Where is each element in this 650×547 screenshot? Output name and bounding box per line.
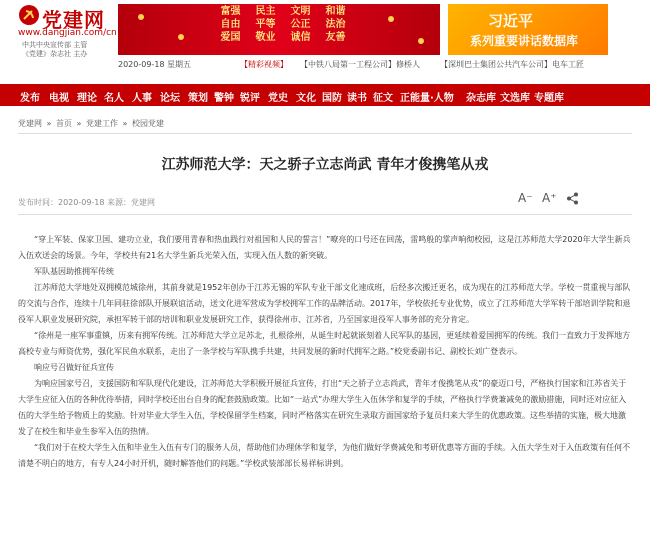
- decor-dot: [138, 14, 144, 20]
- ticker-link-1[interactable]: 【中铁八局第一工程公司】修桥人: [300, 60, 420, 69]
- current-date: 2020-09-18 星期五: [118, 60, 192, 69]
- core-value-word: 平等: [255, 19, 276, 30]
- divider: [18, 214, 632, 215]
- core-value-word: 敬业: [255, 32, 276, 43]
- site-header: [0, 0, 650, 58]
- article-paragraph: [18, 440, 632, 472]
- nav-item[interactable]: 名人: [104, 93, 124, 104]
- core-value-word: 爱国: [220, 32, 241, 43]
- logo-url: www.dangjian.com/cn: [18, 28, 117, 38]
- nav-item[interactable]: 党史: [268, 93, 288, 104]
- breadcrumb-link[interactable]: 党建工作: [86, 119, 118, 128]
- nav-item[interactable]: 杂志库: [466, 93, 496, 104]
- paragraph-text: 为响应国家号召，支援国防和军队现代化建设，江苏师范大学积极开展征兵宣传，打出“天之骄子立志尚武，青年才俊携笔从戎”的豪迈口号，严格执行国家和江苏省关于大学生应征入伍的各种优待举措，同时学校还出台自身的配套鼓励政策。比如“一站式”办理大学生入伍休学和复学的手续，严格执行学费兼减免的激励措施，同时还对应征入伍的大学生给予物质上的奖励。针对毕业大学生入伍，学校保留学生档案，同时严格落实在研究生录取方面国家给予复员归来大学生的优惠政策。这些举措的实施，极大地激发了在校生和毕业生参军入伍的热情。: [18, 379, 627, 436]
- article-paragraph: [18, 376, 632, 440]
- nav-item[interactable]: 电视: [49, 93, 69, 104]
- article-subheading: [18, 264, 632, 280]
- article-subheading: [18, 360, 632, 376]
- video-tag-link[interactable]: 【精彩视频】: [240, 60, 288, 69]
- paragraph-text: “徐州是一座军事重镇，历来有拥军传统。江苏师范大学立足苏北，扎根徐州，从诞生时起就嵌刻着人民军队的基因，更延续着爱国拥军的传统。我们一直致力于发挥地方高校专业与师资优势，强化军民鱼水联系，走出了一条学校与军队携手共建，共同发展的新时代拥军之路。”校党委副书记、副校长刘广登表示。: [18, 331, 631, 356]
- breadcrumb-separator: »: [46, 119, 52, 128]
- speech-database-banner[interactable]: [448, 4, 608, 55]
- party-emblem-icon: [18, 4, 40, 26]
- decor-dot: [178, 34, 184, 40]
- breadcrumb-link[interactable]: 校园党建: [132, 119, 164, 128]
- nav-item[interactable]: 人事: [132, 93, 152, 104]
- core-value-word: 和谐: [325, 6, 346, 17]
- logo-subtitle-2: 《党建》杂志社 主办: [22, 50, 88, 58]
- nav-item[interactable]: 征文: [373, 93, 393, 104]
- article-paragraph: [18, 232, 632, 264]
- nav-item[interactable]: 国防: [322, 93, 342, 104]
- core-value-word: 诚信: [290, 32, 311, 43]
- divider: [18, 133, 632, 134]
- speech-banner-title: 习近平: [488, 12, 534, 30]
- nav-item[interactable]: 发布: [20, 93, 40, 104]
- font-decrease-button[interactable]: A⁻: [518, 191, 533, 205]
- article-meta: 发布时间：2020-09-18 来源：党建网: [18, 198, 156, 207]
- breadcrumb-separator: »: [122, 119, 128, 128]
- decor-dot: [418, 38, 424, 44]
- paragraph-text: “我们对于在校大学生入伍和毕业生入伍有专门的服务人员，帮助他们办理休学和复学，为他们做好学费减免和考研优惠等方面的手续。入伍大学生对于入伍政策有任何不清楚不明白的地方，有专人24小时开机，随时解答他们的问题。”学校武装部部长易祥标讲到。: [18, 443, 631, 468]
- paragraph-text: “穿上军装、保家卫国、建功立业，我们要用青春和热血践行对祖国和人民的誓言！”嘹亮的口号还在回荡，雷鸣般的掌声响彻校园，这是江苏师范大学2020年大学生新兵入伍欢送会的场景。今年，学校共有21名大学生新兵光荣入伍，实现入伍人数的新突破。: [18, 235, 631, 260]
- nav-item[interactable]: 警钟: [214, 93, 234, 104]
- core-value-word: 富强: [220, 6, 241, 17]
- nav-item[interactable]: 锐评: [240, 93, 260, 104]
- breadcrumb-link[interactable]: 党建网: [18, 119, 42, 128]
- info-bar: [0, 55, 650, 73]
- article-title: 江苏师范大学：天之骄子立志尚武 青年才俊携笔从戎: [161, 157, 489, 173]
- core-value-word: 文明: [290, 6, 311, 17]
- paragraph-text: 江苏师范大学地处双拥模范城徐州，其前身就是1952年创办于江苏无锡的军队专业干部文化速成班，后经多次搬迁更名，成为现在的江苏师范大学。学校一贯重视与部队的交流与合作，连续十几年同驻徐部队开展联谊活动，送文化进军营成为学校拥军工作的品牌活动。2017年，学校依托专业优势，成立了江苏师范大学军转干部培训学院和退役军人职业发展研究院，承担军转干部的培训和职业发展研究工作，获得徐州市、江苏省，乃至国家退役军人事务部的充分肯定。: [18, 283, 631, 324]
- core-value-word: 友善: [325, 32, 346, 43]
- article-paragraph: [18, 328, 632, 360]
- article-paragraph: [18, 280, 632, 328]
- share-icon[interactable]: [566, 192, 579, 205]
- logo-title: 党建网: [42, 8, 105, 32]
- core-value-word: 法治: [325, 19, 346, 30]
- breadcrumb-separator: »: [76, 119, 82, 128]
- core-value-word: 公正: [290, 19, 311, 30]
- logo-subtitle-1: 中共中央宣传部 主管: [22, 41, 88, 49]
- nav-item[interactable]: 专题库: [534, 93, 564, 104]
- nav-item[interactable]: 论坛: [160, 93, 180, 104]
- nav-item[interactable]: 文选库: [500, 93, 530, 104]
- core-value-word: 民主: [255, 6, 276, 17]
- site-logo[interactable]: [18, 4, 117, 58]
- nav-item[interactable]: 读书: [347, 93, 367, 104]
- core-values-words: [213, 6, 353, 44]
- paragraph-text: 军队基因助推拥军传统: [34, 267, 114, 276]
- core-value-word: 自由: [220, 19, 241, 30]
- nav-item[interactable]: 策划: [188, 93, 208, 104]
- nav-item[interactable]: 正能量·人物: [400, 93, 454, 104]
- main-nav: [0, 84, 650, 106]
- font-increase-button[interactable]: A⁺: [542, 191, 557, 205]
- speech-banner-subtitle: 系列重要讲话数据库: [470, 34, 579, 48]
- ticker-link-2[interactable]: 【深圳巴士集团公共汽车公司】电车工匠: [440, 60, 584, 69]
- core-values-banner[interactable]: [118, 4, 440, 55]
- paragraph-text: 响应号召做好征兵宣传: [34, 363, 114, 372]
- nav-item[interactable]: 理论: [77, 93, 97, 104]
- decor-dot: [388, 16, 394, 22]
- breadcrumb: [18, 118, 166, 129]
- breadcrumb-link[interactable]: 首页: [56, 119, 72, 128]
- article-body: [18, 232, 632, 472]
- nav-item[interactable]: 文化: [296, 93, 316, 104]
